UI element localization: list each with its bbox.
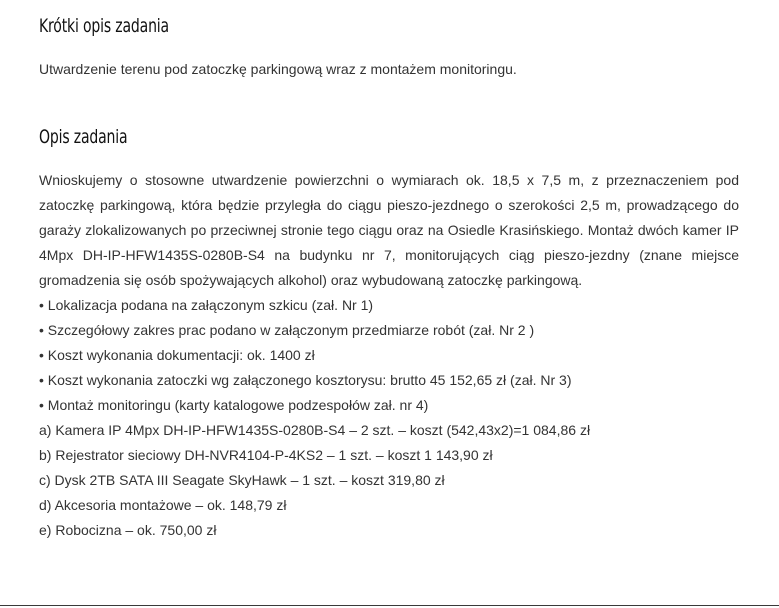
short-description-heading: Krótki opis zadania (39, 15, 169, 37)
list-item: • Koszt wykonania zatoczki wg załączonego kosztorysu: brutto 45 152,65 zł (zał. Nr 3) (39, 372, 572, 388)
list-item: • Szczegółowy zakres prac podano w załączonym przedmiarze robót (zał. Nr 2 ) (39, 322, 535, 338)
list-item: a) Kamera IP 4Mpx DH-IP-HFW1435S-0280B-S4 – 2 szt. – koszt (542,43x2)=1 084,86 zł (39, 422, 591, 438)
list-item: • Koszt wykonania dokumentacji: ok. 1400 zł (39, 347, 315, 363)
list-item: c) Dysk 2TB SATA III Seagate SkyHawk – 1 szt. – koszt 319,80 zł (39, 472, 445, 488)
task-details-list (39, 293, 739, 543)
task-description-heading: Opis zadania (39, 126, 128, 148)
list-item: d) Akcesoria montażowe – ok. 148,79 zł (39, 497, 287, 513)
bottom-divider (0, 605, 779, 606)
list-item: b) Rejestrator sieciowy DH-NVR4104-P-4KS2 – 1 szt. – koszt 1 143,90 zł (39, 447, 493, 463)
task-description-paragraph: Wnioskujemy o stosowne utwardzenie powierzchni o wymiarach ok. 18,5 x 7,5 m, z przeznaczeniem pod zatoczkę parkingową, która będzie przyległa do ciągu pieszo-jezdnego o szerokości 2,5 m, prowadzącego do garaży zlokalizowanych po przeciwnej stronie tego ciągu oraz na Osiedle Krasińskiego. Montaż dwóch kamer IP 4Mpx DH-IP-HFW1435S-0280B-S4 na budynku nr 7, monitorujących ciąg pieszo-jezdny (znane miejsce gromadzenia się osób spożywających alkohol) oraz wybudowaną zatoczkę parkingową. (39, 172, 739, 288)
list-item: • Lokalizacja podana na załączonym szkicu (zał. Nr 1) (39, 297, 374, 313)
list-item: e) Robocizna – ok. 750,00 zł (39, 522, 217, 538)
list-item: • Montaż monitoringu (karty katalogowe podzespołów zał. nr 4) (39, 397, 429, 413)
short-description-text: Utwardzenie terenu pod zatoczkę parkingową wraz z montażem monitoringu. (39, 61, 517, 77)
